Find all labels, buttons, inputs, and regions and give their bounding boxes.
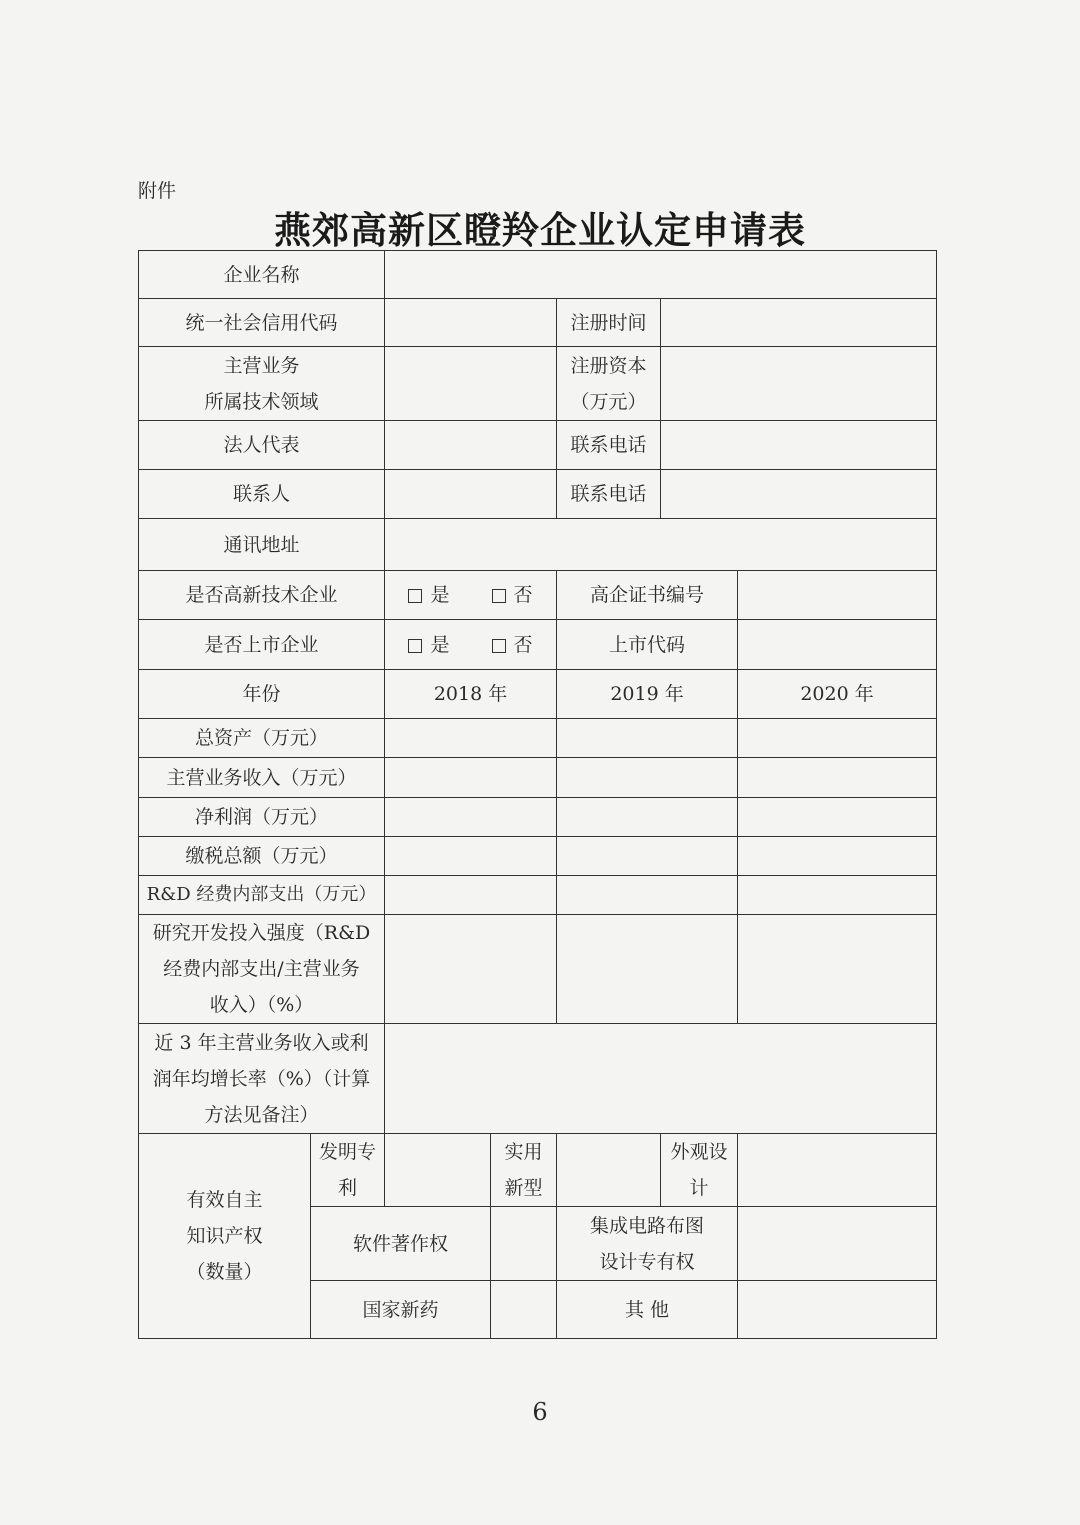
reg-time-label: 注册时间 [557, 299, 661, 347]
row-listed [139, 620, 937, 670]
hightech-no-option[interactable] [492, 577, 533, 613]
design-patent-label [661, 1134, 738, 1207]
invention-patent-field[interactable] [385, 1134, 491, 1207]
growth-rate-label-line3: 方法见备注） [204, 1103, 319, 1126]
software-copyright-label: 软件著作权 [311, 1207, 491, 1281]
row-tax-total [139, 837, 937, 876]
credit-code-field[interactable] [385, 299, 557, 347]
ic-layout-label-line1: 集成电路布图 [590, 1214, 705, 1237]
legal-rep-phone-label: 联系电话 [557, 421, 661, 470]
main-revenue-2020[interactable] [738, 758, 937, 798]
rd-expense-label: R&D 经费内部支出（万元） [139, 876, 385, 915]
total-assets-2019[interactable] [557, 719, 738, 758]
year-label: 年份 [139, 670, 385, 719]
address-label: 通讯地址 [139, 519, 385, 571]
ic-layout-label-line2: 设计专有权 [599, 1250, 695, 1273]
listed-label: 是否上市企业 [139, 620, 385, 670]
stock-code-label: 上市代码 [557, 620, 738, 670]
row-address [139, 519, 937, 571]
row-contact [139, 470, 937, 519]
hightech-yes-checkbox[interactable] [408, 589, 422, 603]
hightech-yes-option[interactable] [408, 577, 449, 613]
rd-intensity-2020[interactable] [738, 915, 937, 1024]
net-profit-2020[interactable] [738, 798, 937, 837]
net-profit-label: 净利润（万元） [139, 798, 385, 837]
ip-label-line2: 知识产权 [186, 1225, 263, 1247]
rd-intensity-label-line1: 研究开发投入强度（R&D [152, 922, 371, 944]
page-title: 燕郊高新区瞪羚企业认定申请表 [274, 209, 806, 252]
address-field[interactable] [385, 519, 937, 571]
listed-yes-option[interactable] [408, 627, 449, 663]
invention-patent-label-line2: 利 [338, 1177, 358, 1199]
total-assets-2020[interactable] [738, 719, 937, 758]
legal-rep-field[interactable] [385, 421, 557, 470]
reg-capital-label-line2: （万元） [570, 390, 647, 413]
hightech-label: 是否高新技术企业 [139, 571, 385, 620]
contact-label: 联系人 [139, 470, 385, 519]
legal-rep-label: 法人代表 [139, 421, 385, 470]
attachment-label: 附件 [138, 180, 177, 202]
reg-capital-field[interactable] [661, 347, 937, 421]
growth-rate-label [139, 1024, 385, 1134]
invention-patent-label-line1: 发明专 [319, 1141, 377, 1163]
company-name-field[interactable] [385, 251, 937, 299]
main-business-label-line2: 所属技术领域 [204, 390, 319, 413]
rd-expense-2019[interactable] [557, 876, 738, 915]
credit-code-label: 统一社会信用代码 [139, 299, 385, 347]
year-2020: 2020 年 [738, 670, 937, 719]
software-copyright-field[interactable] [491, 1207, 557, 1281]
new-drug-label: 国家新药 [311, 1281, 491, 1339]
row-rd-intensity [139, 915, 937, 1024]
hightech-no-label: 否 [513, 584, 533, 606]
page-number: 6 [532, 1398, 548, 1426]
design-patent-label-line1: 外观设 [670, 1141, 728, 1163]
row-year-header [139, 670, 937, 719]
total-assets-label: 总资产（万元） [139, 719, 385, 758]
main-business-field[interactable] [385, 347, 557, 421]
cert-no-field[interactable] [738, 571, 937, 620]
main-revenue-label: 主营业务收入（万元） [139, 758, 385, 798]
main-revenue-2019[interactable] [557, 758, 738, 798]
listed-no-label: 否 [513, 633, 533, 656]
rd-expense-2020[interactable] [738, 876, 937, 915]
year-2019: 2019 年 [557, 670, 738, 719]
row-hightech [139, 571, 937, 620]
ip-label-line1: 有效自主 [186, 1189, 263, 1211]
reg-capital-label-line1: 注册资本 [570, 354, 647, 377]
legal-rep-phone-field[interactable] [661, 421, 937, 470]
contact-phone-field[interactable] [661, 470, 937, 519]
rd-intensity-label [139, 915, 385, 1024]
main-revenue-2018[interactable] [385, 758, 557, 798]
row-total-assets [139, 719, 937, 758]
listed-no-option[interactable] [492, 627, 533, 663]
net-profit-2018[interactable] [385, 798, 557, 837]
listed-yes-checkbox[interactable] [408, 639, 422, 653]
contact-phone-label: 联系电话 [557, 470, 661, 519]
new-drug-field[interactable] [491, 1281, 557, 1339]
rd-intensity-label-line3: 收入）（%） [209, 994, 314, 1016]
other-field[interactable] [738, 1281, 937, 1339]
company-name-label: 企业名称 [139, 251, 385, 299]
tax-total-label: 缴税总额（万元） [139, 837, 385, 876]
main-business-label-line1: 主营业务 [223, 354, 300, 377]
hightech-yes-label: 是 [430, 584, 450, 606]
ip-label [139, 1134, 311, 1339]
row-company-name [139, 251, 937, 299]
ip-label-line3: （数量） [186, 1261, 263, 1283]
utility-model-label [491, 1134, 557, 1207]
utility-model-field[interactable] [557, 1134, 661, 1207]
utility-model-label-line2: 新型 [504, 1177, 543, 1199]
application-form-table [138, 250, 937, 1339]
rd-intensity-2018[interactable] [385, 915, 557, 1024]
listed-no-checkbox[interactable] [492, 639, 506, 653]
tax-total-2020[interactable] [738, 837, 937, 876]
reg-time-field[interactable] [661, 299, 937, 347]
listed-options [385, 620, 557, 670]
ic-layout-label [557, 1207, 738, 1281]
hightech-options [385, 571, 557, 620]
invention-patent-label [311, 1134, 385, 1207]
other-label: 其 他 [557, 1281, 738, 1339]
row-main-business [139, 347, 937, 421]
hightech-no-checkbox[interactable] [492, 589, 506, 603]
contact-field[interactable] [385, 470, 557, 519]
reg-capital-label [557, 347, 661, 421]
stock-code-field[interactable] [738, 620, 937, 670]
row-credit-code [139, 299, 937, 347]
rd-intensity-2019[interactable] [557, 915, 738, 1024]
rd-intensity-label-line2: 经费内部支出/主营业务 [163, 958, 360, 980]
rd-expense-2018[interactable] [385, 876, 557, 915]
total-assets-2018[interactable] [385, 719, 557, 758]
net-profit-2019[interactable] [557, 798, 738, 837]
main-business-label [139, 347, 385, 421]
growth-rate-label-line2: 润年均增长率（%）（计算 [152, 1067, 371, 1090]
ic-layout-field[interactable] [738, 1207, 937, 1281]
tax-total-2018[interactable] [385, 837, 557, 876]
growth-rate-label-line1: 近 3 年主营业务收入或利 [154, 1031, 369, 1054]
design-patent-label-line2: 计 [689, 1177, 709, 1199]
row-rd-expense [139, 876, 937, 915]
row-net-profit [139, 798, 937, 837]
growth-rate-field[interactable] [385, 1024, 937, 1134]
tax-total-2019[interactable] [557, 837, 738, 876]
cert-no-label: 高企证书编号 [557, 571, 738, 620]
utility-model-label-line1: 实用 [504, 1141, 543, 1163]
design-patent-field[interactable] [738, 1134, 937, 1207]
row-legal-rep [139, 421, 937, 470]
row-ip-patents [139, 1134, 937, 1207]
listed-yes-label: 是 [430, 633, 450, 656]
year-2018: 2018 年 [385, 670, 557, 719]
row-growth-rate [139, 1024, 937, 1134]
row-main-revenue [139, 758, 937, 798]
